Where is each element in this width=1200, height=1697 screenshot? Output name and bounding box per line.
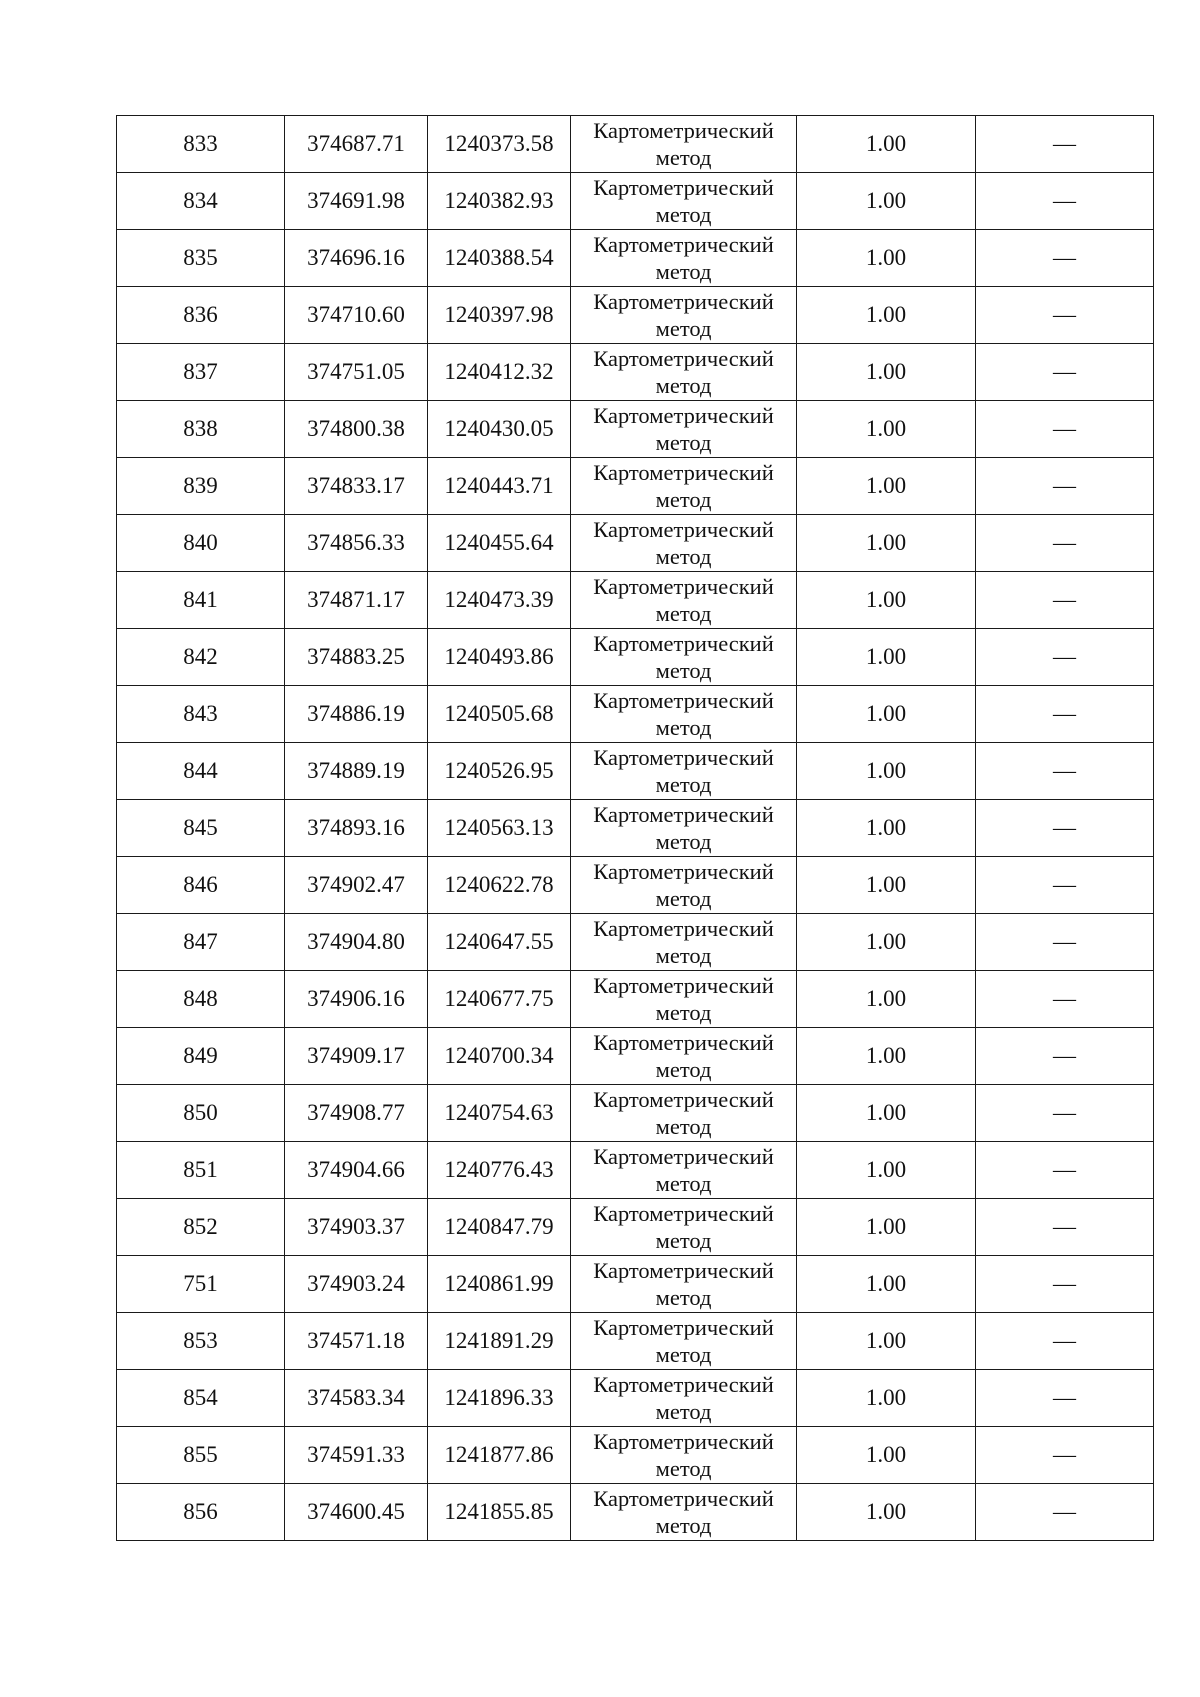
x-coordinate-cell: 374889.19 — [285, 743, 428, 800]
method-cell — [571, 1427, 797, 1484]
point-number-cell: 855 — [117, 1427, 285, 1484]
method-cell — [571, 1256, 797, 1313]
accuracy-cell: 1.00 — [797, 1142, 976, 1199]
y-coordinate-cell: 1240443.71 — [428, 458, 571, 515]
method-line-2: метод — [655, 373, 712, 398]
note-cell: — — [976, 344, 1154, 401]
method-cell — [571, 1370, 797, 1427]
method-line-1: Картометрический — [593, 745, 774, 770]
method-line-1: Картометрический — [593, 802, 774, 827]
accuracy-cell: 1.00 — [797, 515, 976, 572]
method-line-1: Картометрический — [593, 916, 774, 941]
method-line-1: Картометрический — [593, 631, 774, 656]
x-coordinate-cell: 374904.80 — [285, 914, 428, 971]
accuracy-cell: 1.00 — [797, 1028, 976, 1085]
table-row — [117, 1427, 1154, 1484]
note-cell: — — [976, 287, 1154, 344]
method-line-2: метод — [655, 1171, 712, 1196]
table-row — [117, 1484, 1154, 1541]
method-cell — [571, 1313, 797, 1370]
point-number-cell: 847 — [117, 914, 285, 971]
note-cell: — — [976, 1484, 1154, 1541]
table-row — [117, 629, 1154, 686]
method-line-1: Картометрический — [593, 289, 774, 314]
x-coordinate-cell: 374886.19 — [285, 686, 428, 743]
accuracy-cell: 1.00 — [797, 344, 976, 401]
accuracy-cell: 1.00 — [797, 1370, 976, 1427]
method-line-2: метод — [655, 1285, 712, 1310]
x-coordinate-cell: 374833.17 — [285, 458, 428, 515]
accuracy-cell: 1.00 — [797, 572, 976, 629]
accuracy-cell: 1.00 — [797, 857, 976, 914]
point-number-cell: 839 — [117, 458, 285, 515]
point-number-cell: 844 — [117, 743, 285, 800]
method-line-1: Картометрический — [593, 688, 774, 713]
accuracy-cell: 1.00 — [797, 971, 976, 1028]
y-coordinate-cell: 1240754.63 — [428, 1085, 571, 1142]
accuracy-cell: 1.00 — [797, 1199, 976, 1256]
method-cell — [571, 857, 797, 914]
note-cell: — — [976, 1370, 1154, 1427]
note-cell: — — [976, 458, 1154, 515]
table-row — [117, 914, 1154, 971]
x-coordinate-cell: 374903.37 — [285, 1199, 428, 1256]
method-line-2: метод — [655, 1057, 712, 1082]
method-cell — [571, 686, 797, 743]
table-row — [117, 173, 1154, 230]
y-coordinate-cell: 1240382.93 — [428, 173, 571, 230]
note-cell: — — [976, 857, 1154, 914]
method-cell — [571, 800, 797, 857]
y-coordinate-cell: 1240388.54 — [428, 230, 571, 287]
method-line-2: метод — [655, 430, 712, 455]
method-cell — [571, 116, 797, 173]
method-line-2: метод — [655, 715, 712, 740]
table-row — [117, 230, 1154, 287]
x-coordinate-cell: 374903.24 — [285, 1256, 428, 1313]
point-number-cell: 849 — [117, 1028, 285, 1085]
method-cell — [571, 629, 797, 686]
method-line-1: Картометрический — [593, 175, 774, 200]
y-coordinate-cell: 1241877.86 — [428, 1427, 571, 1484]
accuracy-cell: 1.00 — [797, 1427, 976, 1484]
y-coordinate-cell: 1241855.85 — [428, 1484, 571, 1541]
method-line-1: Картометрический — [593, 1372, 774, 1397]
accuracy-cell: 1.00 — [797, 1256, 976, 1313]
method-line-1: Картометрический — [593, 1429, 774, 1454]
accuracy-cell: 1.00 — [797, 914, 976, 971]
y-coordinate-cell: 1240430.05 — [428, 401, 571, 458]
accuracy-cell: 1.00 — [797, 743, 976, 800]
accuracy-cell: 1.00 — [797, 1484, 976, 1541]
method-cell — [571, 1085, 797, 1142]
table-row — [117, 1142, 1154, 1199]
point-number-cell: 833 — [117, 116, 285, 173]
table-row — [117, 515, 1154, 572]
x-coordinate-cell: 374583.34 — [285, 1370, 428, 1427]
point-number-cell: 854 — [117, 1370, 285, 1427]
method-line-2: метод — [655, 1114, 712, 1139]
table-row — [117, 1199, 1154, 1256]
x-coordinate-cell: 374600.45 — [285, 1484, 428, 1541]
method-line-2: метод — [655, 1000, 712, 1025]
table-row — [117, 344, 1154, 401]
method-line-2: метод — [655, 658, 712, 683]
x-coordinate-cell: 374871.17 — [285, 572, 428, 629]
method-line-2: метод — [655, 202, 712, 227]
note-cell: — — [976, 914, 1154, 971]
note-cell: — — [976, 1028, 1154, 1085]
x-coordinate-cell: 374571.18 — [285, 1313, 428, 1370]
x-coordinate-cell: 374909.17 — [285, 1028, 428, 1085]
table-row — [117, 857, 1154, 914]
note-cell: — — [976, 800, 1154, 857]
method-line-2: метод — [655, 1342, 712, 1367]
point-number-cell: 841 — [117, 572, 285, 629]
method-line-1: Картометрический — [593, 859, 774, 884]
method-cell — [571, 458, 797, 515]
note-cell: — — [976, 401, 1154, 458]
y-coordinate-cell: 1240397.98 — [428, 287, 571, 344]
method-cell — [571, 914, 797, 971]
accuracy-cell: 1.00 — [797, 230, 976, 287]
method-cell — [571, 743, 797, 800]
method-line-1: Картометрический — [593, 1087, 774, 1112]
x-coordinate-cell: 374591.33 — [285, 1427, 428, 1484]
x-coordinate-cell: 374904.66 — [285, 1142, 428, 1199]
y-coordinate-cell: 1240526.95 — [428, 743, 571, 800]
table-row — [117, 971, 1154, 1028]
y-coordinate-cell: 1240847.79 — [428, 1199, 571, 1256]
y-coordinate-cell: 1241896.33 — [428, 1370, 571, 1427]
accuracy-cell: 1.00 — [797, 401, 976, 458]
y-coordinate-cell: 1240677.75 — [428, 971, 571, 1028]
method-line-1: Картометрический — [593, 574, 774, 599]
method-line-1: Картометрический — [593, 1144, 774, 1169]
accuracy-cell: 1.00 — [797, 686, 976, 743]
accuracy-cell: 1.00 — [797, 458, 976, 515]
table-row — [117, 743, 1154, 800]
method-cell — [571, 1484, 797, 1541]
method-line-1: Картометрический — [593, 1030, 774, 1055]
accuracy-cell: 1.00 — [797, 629, 976, 686]
x-coordinate-cell: 374691.98 — [285, 173, 428, 230]
note-cell: — — [976, 1142, 1154, 1199]
y-coordinate-cell: 1240412.32 — [428, 344, 571, 401]
method-line-2: метод — [655, 259, 712, 284]
note-cell: — — [976, 1256, 1154, 1313]
note-cell: — — [976, 572, 1154, 629]
y-coordinate-cell: 1240473.39 — [428, 572, 571, 629]
y-coordinate-cell: 1241891.29 — [428, 1313, 571, 1370]
note-cell: — — [976, 1313, 1154, 1370]
y-coordinate-cell: 1240776.43 — [428, 1142, 571, 1199]
method-line-2: метод — [655, 601, 712, 626]
method-cell — [571, 1028, 797, 1085]
accuracy-cell: 1.00 — [797, 1085, 976, 1142]
method-cell — [571, 344, 797, 401]
method-line-1: Картометрический — [593, 1315, 774, 1340]
method-line-2: метод — [655, 316, 712, 341]
table-row — [117, 1313, 1154, 1370]
table-row — [117, 1028, 1154, 1085]
note-cell: — — [976, 515, 1154, 572]
note-cell: — — [976, 1199, 1154, 1256]
table-row — [117, 116, 1154, 173]
method-cell — [571, 401, 797, 458]
method-line-1: Картометрический — [593, 517, 774, 542]
point-number-cell: 850 — [117, 1085, 285, 1142]
method-cell — [571, 1142, 797, 1199]
method-line-1: Картометрический — [593, 1258, 774, 1283]
y-coordinate-cell: 1240373.58 — [428, 116, 571, 173]
table-row — [117, 800, 1154, 857]
method-line-1: Картометрический — [593, 1486, 774, 1511]
accuracy-cell: 1.00 — [797, 173, 976, 230]
point-number-cell: 834 — [117, 173, 285, 230]
point-number-cell: 840 — [117, 515, 285, 572]
method-line-2: метод — [655, 1513, 712, 1538]
table-row — [117, 1085, 1154, 1142]
note-cell: — — [976, 629, 1154, 686]
x-coordinate-cell: 374800.38 — [285, 401, 428, 458]
method-cell — [571, 572, 797, 629]
note-cell: — — [976, 686, 1154, 743]
y-coordinate-cell: 1240563.13 — [428, 800, 571, 857]
point-number-cell: 851 — [117, 1142, 285, 1199]
method-line-2: метод — [655, 886, 712, 911]
note-cell: — — [976, 116, 1154, 173]
x-coordinate-cell: 374883.25 — [285, 629, 428, 686]
method-line-2: метод — [655, 943, 712, 968]
point-number-cell: 842 — [117, 629, 285, 686]
x-coordinate-cell: 374751.05 — [285, 344, 428, 401]
method-line-2: метод — [655, 544, 712, 569]
table-row — [117, 401, 1154, 458]
x-coordinate-cell: 374696.16 — [285, 230, 428, 287]
accuracy-cell: 1.00 — [797, 287, 976, 344]
method-line-2: метод — [655, 772, 712, 797]
x-coordinate-cell: 374906.16 — [285, 971, 428, 1028]
point-number-cell: 853 — [117, 1313, 285, 1370]
table-row — [117, 686, 1154, 743]
method-line-1: Картометрический — [593, 232, 774, 257]
coordinates-table-body — [117, 116, 1154, 1541]
note-cell: — — [976, 1085, 1154, 1142]
x-coordinate-cell: 374710.60 — [285, 287, 428, 344]
note-cell: — — [976, 230, 1154, 287]
method-line-2: метод — [655, 829, 712, 854]
method-line-1: Картометрический — [593, 460, 774, 485]
note-cell: — — [976, 173, 1154, 230]
note-cell: — — [976, 971, 1154, 1028]
method-line-1: Картометрический — [593, 346, 774, 371]
method-line-2: метод — [655, 1456, 712, 1481]
note-cell: — — [976, 1427, 1154, 1484]
y-coordinate-cell: 1240647.55 — [428, 914, 571, 971]
method-line-2: метод — [655, 1228, 712, 1253]
point-number-cell: 837 — [117, 344, 285, 401]
method-line-1: Картометрический — [593, 403, 774, 428]
point-number-cell: 846 — [117, 857, 285, 914]
x-coordinate-cell: 374902.47 — [285, 857, 428, 914]
method-line-1: Картометрический — [593, 1201, 774, 1226]
point-number-cell: 835 — [117, 230, 285, 287]
method-line-1: Картометрический — [593, 973, 774, 998]
y-coordinate-cell: 1240700.34 — [428, 1028, 571, 1085]
point-number-cell: 852 — [117, 1199, 285, 1256]
point-number-cell: 843 — [117, 686, 285, 743]
method-cell — [571, 1199, 797, 1256]
method-cell — [571, 515, 797, 572]
note-cell: — — [976, 743, 1154, 800]
x-coordinate-cell: 374893.16 — [285, 800, 428, 857]
point-number-cell: 856 — [117, 1484, 285, 1541]
x-coordinate-cell: 374908.77 — [285, 1085, 428, 1142]
point-number-cell: 836 — [117, 287, 285, 344]
method-cell — [571, 971, 797, 1028]
method-line-1: Картометрический — [593, 118, 774, 143]
x-coordinate-cell: 374856.33 — [285, 515, 428, 572]
method-cell — [571, 287, 797, 344]
method-line-2: метод — [655, 1399, 712, 1424]
point-number-cell: 848 — [117, 971, 285, 1028]
y-coordinate-cell: 1240455.64 — [428, 515, 571, 572]
method-cell — [571, 230, 797, 287]
method-cell — [571, 173, 797, 230]
y-coordinate-cell: 1240622.78 — [428, 857, 571, 914]
y-coordinate-cell: 1240505.68 — [428, 686, 571, 743]
method-line-2: метод — [655, 487, 712, 512]
accuracy-cell: 1.00 — [797, 1313, 976, 1370]
coordinates-table — [116, 115, 1154, 1541]
table-row — [117, 1256, 1154, 1313]
point-number-cell: 838 — [117, 401, 285, 458]
point-number-cell: 845 — [117, 800, 285, 857]
y-coordinate-cell: 1240861.99 — [428, 1256, 571, 1313]
y-coordinate-cell: 1240493.86 — [428, 629, 571, 686]
x-coordinate-cell: 374687.71 — [285, 116, 428, 173]
table-row — [117, 287, 1154, 344]
table-row — [117, 458, 1154, 515]
accuracy-cell: 1.00 — [797, 116, 976, 173]
table-row — [117, 1370, 1154, 1427]
accuracy-cell: 1.00 — [797, 800, 976, 857]
method-line-2: метод — [655, 145, 712, 170]
point-number-cell: 751 — [117, 1256, 285, 1313]
table-row — [117, 572, 1154, 629]
